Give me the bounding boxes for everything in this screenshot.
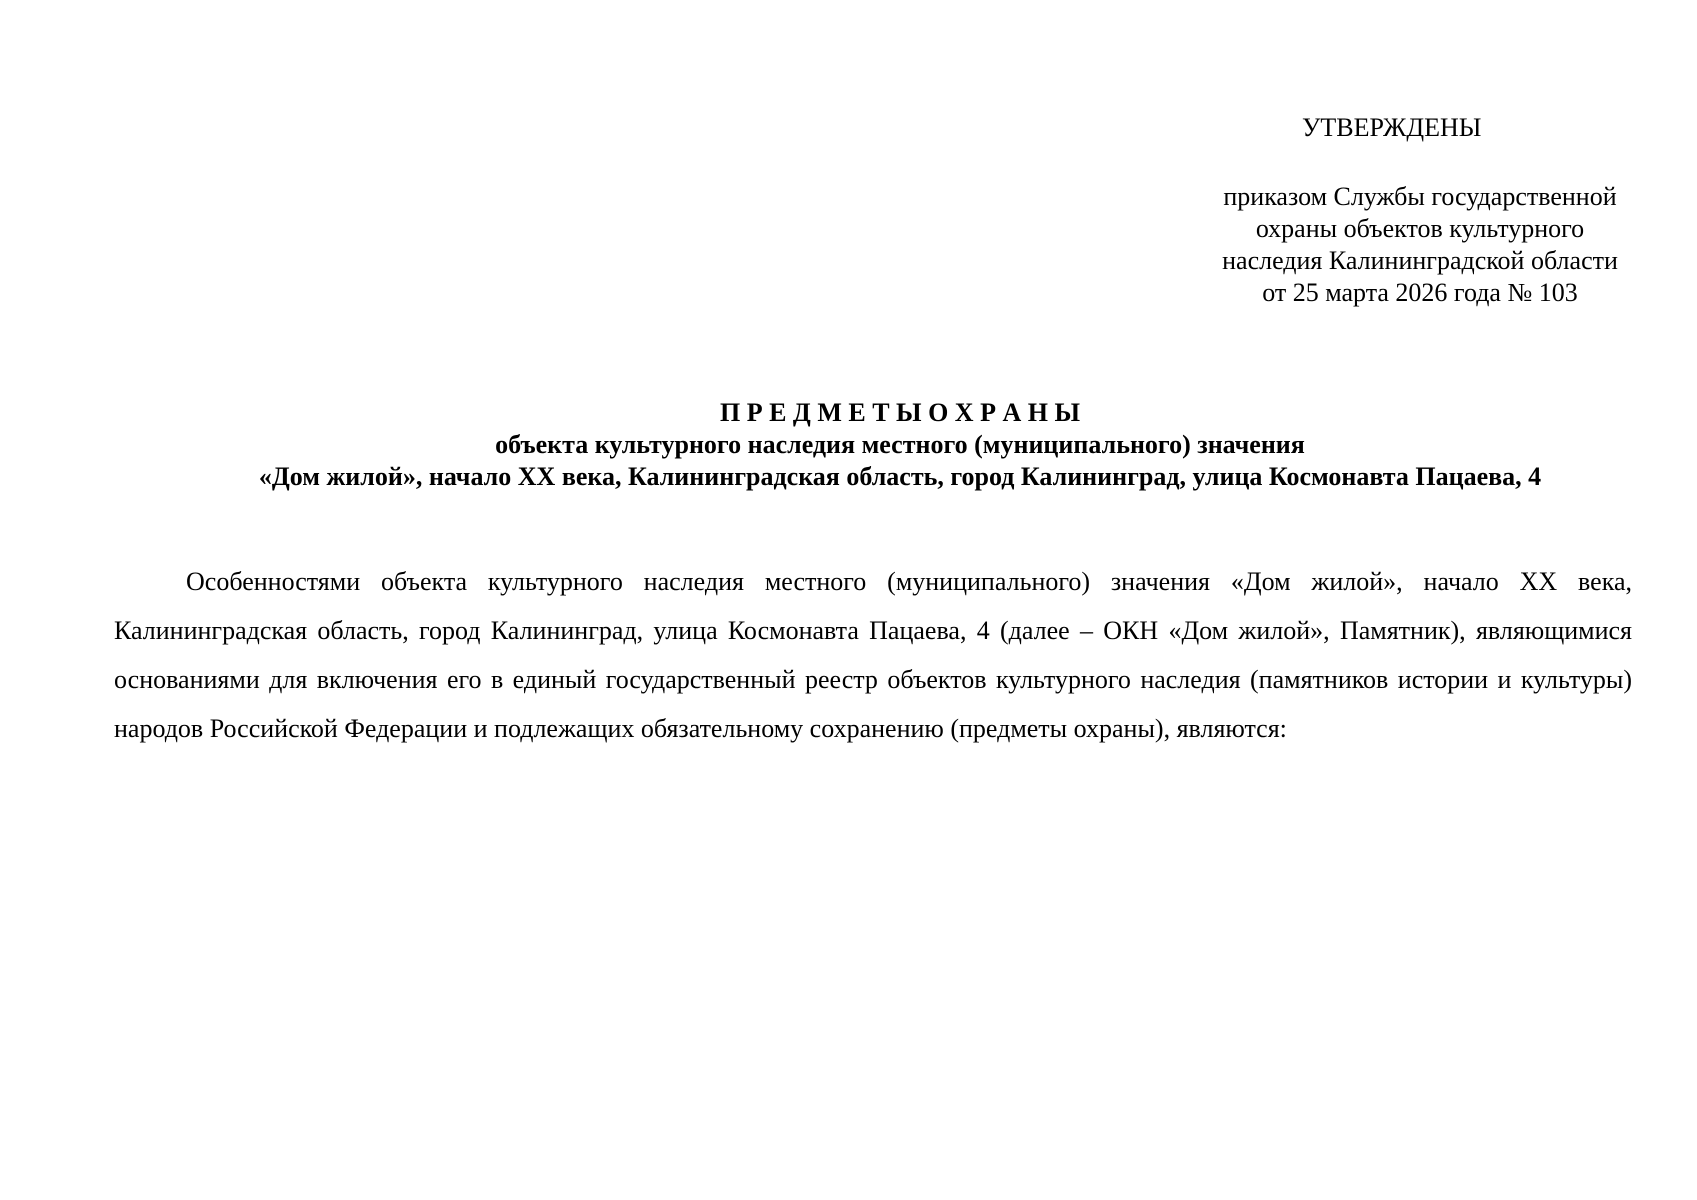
body-paragraph: Особенностями объекта культурного наследия местного (муниципального) значения «Дом жилой», начало XX века, Калининградская область, город Калининград, улица Космонавта Пацаева, 4 (далее – ОКН «Дом жилой», Памятник), являющимися основаниями для включения его в единый государственный реестр объектов культурного наследия (памятников истории и культуры) народов Российской Федерации и подлежащих обязательному сохранению (предметы охраны), являются: bbox=[114, 567, 1632, 743]
approval-details bbox=[1170, 181, 1670, 309]
approval-line-order: приказом Службы государственной bbox=[1223, 182, 1617, 211]
approval-line-region: наследия Калининградской области bbox=[1222, 246, 1618, 275]
document-heading bbox=[180, 397, 1620, 493]
heading-subtitle: объекта культурного наследия местного (муниципального) значения bbox=[495, 430, 1305, 459]
heading-object-name: «Дом жилой», начало XX века, Калининградская область, город Калининград, улица Космонавта Пацаева, 4 bbox=[258, 462, 1542, 491]
approval-line-service: охраны объектов культурного bbox=[1255, 214, 1585, 243]
heading-title: П Р Е Д М Е Т Ы О Х Р А Н Ы bbox=[719, 398, 1080, 427]
approval-title: УТВЕРЖДЕНЫ bbox=[1302, 113, 1482, 142]
approval-line-date: от 25 марта 2026 года № 103 bbox=[1262, 278, 1578, 307]
